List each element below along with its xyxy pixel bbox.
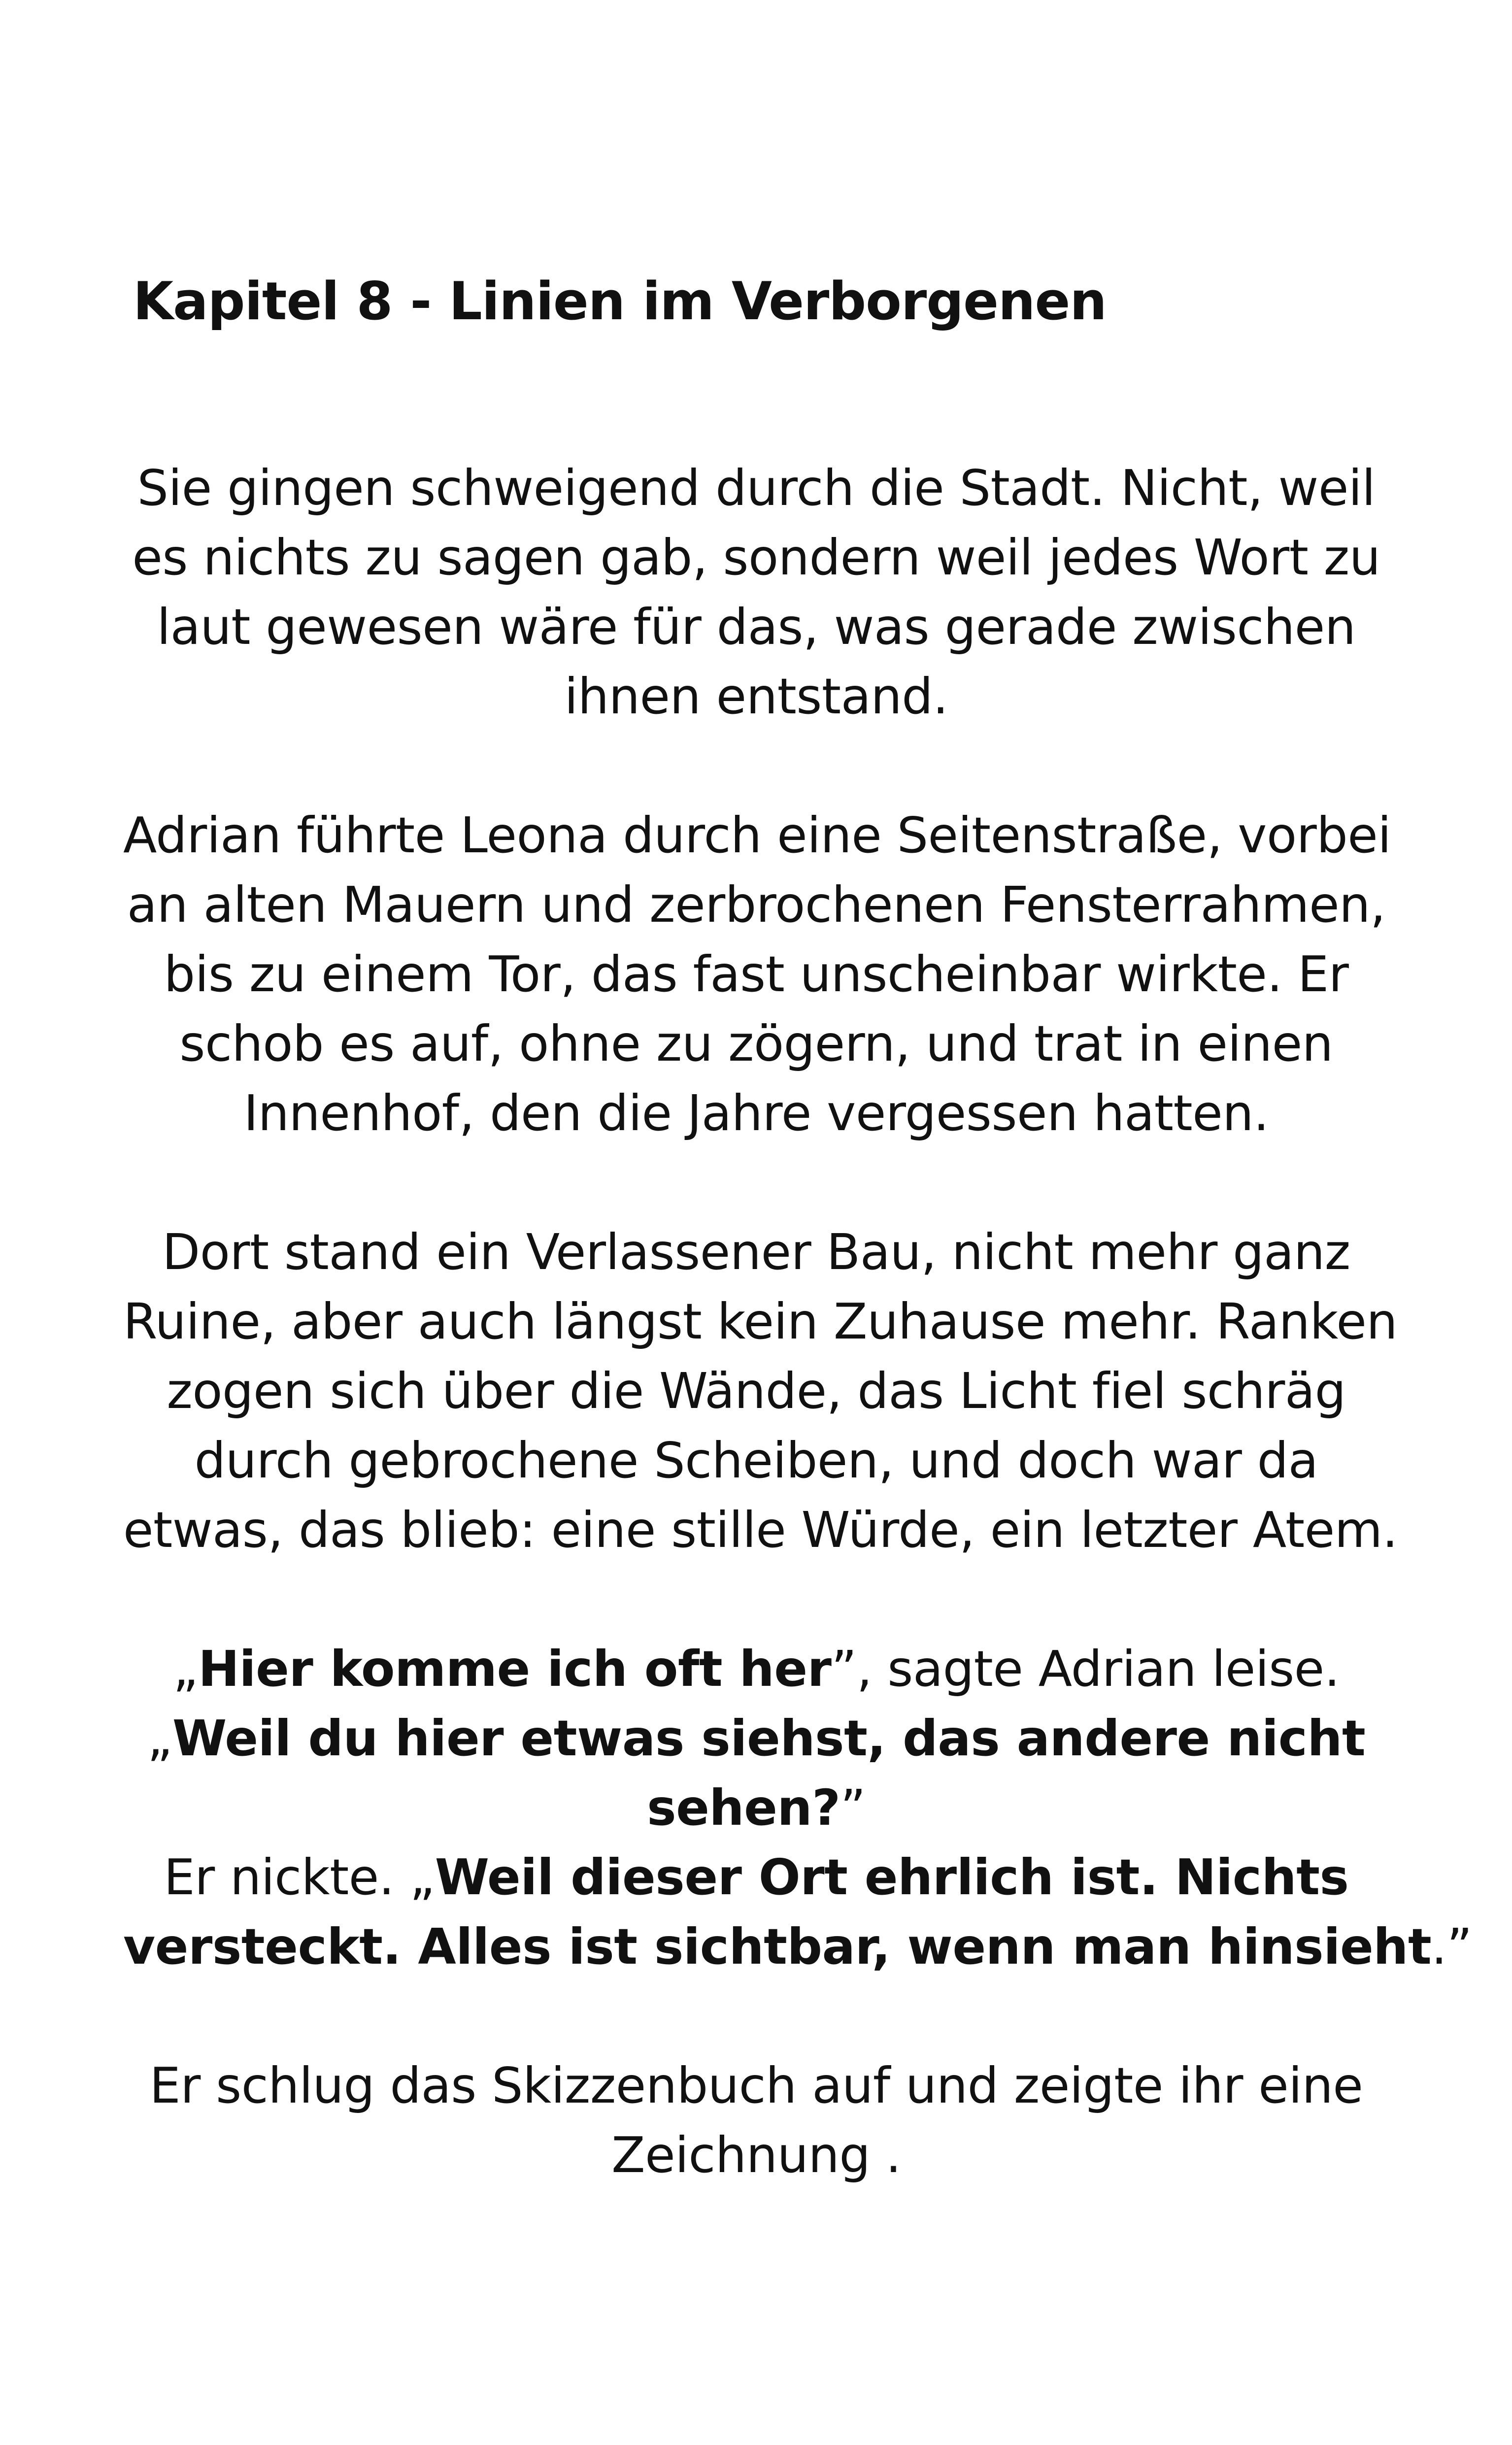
dialogue-speech: versteckt. Alles ist sichtbar, wenn man hinsieht <box>123 1918 1432 1976</box>
dialogue-line-2 <box>123 1704 1389 1773</box>
text-line: Adrian führte Leona durch eine Seitenstraße, vorbei <box>123 806 1391 864</box>
text-line: Ruine, aber auch längst kein Zuhause mehr. Ranken <box>123 1293 1398 1350</box>
text-line: etwas, das blieb: eine stille Würde, ein letzter Atem. <box>123 1501 1398 1559</box>
dialogue-narration: Er nickte. „ <box>164 1848 435 1906</box>
text-line: es nichts zu sagen gab, sondern weil jedes Wort zu <box>132 529 1380 586</box>
text-line: laut gewesen wäre für das, was gerade zwischen <box>157 598 1356 656</box>
dialogue-narration: ”, sagte Adrian leise. <box>831 1640 1340 1698</box>
text-line: durch gebrochene Scheiben, und doch war da <box>194 1432 1318 1489</box>
text-line: schob es auf, ohne zu zögern, und trat in einen <box>179 1015 1333 1072</box>
open-quote: „ <box>147 1709 172 1767</box>
open-quote: „ <box>172 1640 199 1698</box>
paragraph-3 <box>123 1217 1398 1565</box>
dialogue-block <box>123 1634 1472 1981</box>
text-line: zogen sich über die Wände, das Licht fiel schräg <box>167 1362 1346 1420</box>
text-line: Dort stand ein Verlassener Bau, nicht mehr ganz <box>162 1223 1350 1281</box>
dialogue-speech: Hier komme ich oft her <box>198 1640 832 1698</box>
close-quote: ” <box>840 1779 866 1837</box>
text-line: bis zu einem Tor, das fast unscheinbar wirkte. Er <box>164 945 1349 1003</box>
dialogue-speech: sehen? <box>647 1779 840 1837</box>
text-line: Zeichnung . <box>611 2126 901 2184</box>
dialogue-speech: Weil dieser Ort ehrlich ist. Nichts <box>435 1848 1349 1906</box>
text-line: an alten Mauern und zerbrochenen Fensterrahmen, <box>127 876 1386 934</box>
close-quote: .” <box>1431 1918 1472 1976</box>
dialogue-line-3 <box>123 1773 1389 1842</box>
text-line: Innenhof, den die Jahre vergessen hatten. <box>243 1084 1269 1142</box>
dialogue-line-5 <box>123 1912 1472 1981</box>
paragraph-1 <box>123 453 1389 731</box>
text-line: Er schlug das Skizzenbuch auf und zeigte ihr eine <box>149 2057 1363 2114</box>
chapter-title: Kapitel 8 - Linien im Verborgenen <box>133 271 1107 332</box>
dialogue-speech: Weil du hier etwas siehst, das andere nicht <box>172 1709 1366 1767</box>
text-line: Sie gingen schweigend durch die Stadt. Nicht, weil <box>137 459 1376 517</box>
closing-paragraph <box>123 2051 1389 2190</box>
paragraph-2 <box>123 801 1389 1148</box>
text-line: ihnen entstand. <box>564 668 948 725</box>
dialogue-line-4 <box>123 1842 1389 1912</box>
dialogue-line-1 <box>123 1634 1389 1704</box>
chapter-body <box>123 453 1472 2259</box>
